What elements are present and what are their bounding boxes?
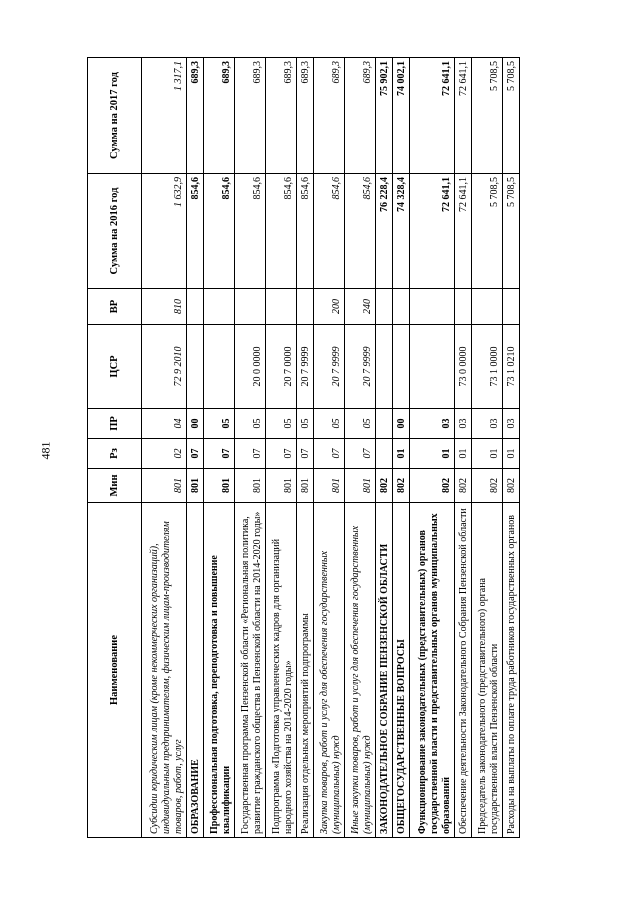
table-row (186, 58, 203, 838)
table-cell (186, 289, 203, 325)
table-cell: Закупка товаров, работ и услуг для обеспечения государственных (муниципальных) нужд (313, 503, 344, 838)
table-row (375, 58, 392, 838)
table-cell (375, 325, 392, 409)
table-cell: 73 1 0210 (502, 325, 519, 409)
table-cell: 72 641,1 (454, 174, 471, 289)
table-cell: 07 (203, 439, 234, 469)
column-header: Сумма на 2017 год (88, 58, 142, 174)
budget-table-container (87, 58, 520, 838)
table-cell: 03 (471, 409, 502, 439)
table-row (471, 58, 502, 838)
table-cell (265, 289, 296, 325)
table-cell: 854,6 (265, 174, 296, 289)
table-cell: 74 002,1 (392, 58, 409, 174)
table-row (234, 58, 265, 838)
table-cell: Расходы на выплаты по оплате труда работников государственных органов (502, 503, 519, 838)
table-cell: 689,3 (186, 58, 203, 174)
budget-table (87, 57, 520, 838)
table-cell: 07 (296, 439, 313, 469)
table-cell: 802 (471, 469, 502, 503)
table-cell: 802 (392, 469, 409, 503)
table-cell: Председатель законодательного (представительного) органа государственной власти Пензенской области (471, 503, 502, 838)
table-cell: 07 (344, 439, 375, 469)
table-cell: ЗАКОНОДАТЕЛЬНОЕ СОБРАНИЕ ПЕНЗЕНСКОЙ ОБЛАСТИ (375, 503, 392, 838)
table-cell: 01 (502, 439, 519, 469)
table-cell: 00 (186, 409, 203, 439)
table-cell: ОБЩЕГОСУДАРСТВЕННЫЕ ВОПРОСЫ (392, 503, 409, 838)
table-cell: 802 (502, 469, 519, 503)
table-cell: 03 (409, 409, 454, 439)
table-cell: Обеспечение деятельности Законодательного Собрания Пензенской области (454, 503, 471, 838)
table-cell: 05 (265, 409, 296, 439)
table-cell: 5 708,5 (502, 174, 519, 289)
table-cell: 810 (142, 289, 187, 325)
table-cell: 03 (502, 409, 519, 439)
table-cell: 689,3 (344, 58, 375, 174)
table-cell (409, 325, 454, 409)
table-cell: 74 328,4 (392, 174, 409, 289)
table-cell (471, 289, 502, 325)
table-row (409, 58, 454, 838)
table-cell: 00 (392, 409, 409, 439)
table-cell: 854,6 (344, 174, 375, 289)
table-cell (296, 289, 313, 325)
table-cell: 5 708,5 (471, 58, 502, 174)
table-row (296, 58, 313, 838)
table-row (502, 58, 519, 838)
table-cell: 801 (203, 469, 234, 503)
table-cell: 200 (313, 289, 344, 325)
table-cell: Иные закупки товаров, работ и услуг для обеспечения государственных (муниципальных) нужд (344, 503, 375, 838)
table-cell: 01 (454, 439, 471, 469)
table-row (142, 58, 187, 838)
table-cell (375, 409, 392, 439)
table-cell: 689,3 (203, 58, 234, 174)
table-cell: 801 (296, 469, 313, 503)
table-cell: 01 (392, 439, 409, 469)
table-cell: Подпрограмма «Подготовка управленческих кадров для организаций народного хозяйства на 2014-2020 годы» (265, 503, 296, 838)
column-header: Мин (88, 469, 142, 503)
table-cell: 07 (234, 439, 265, 469)
column-header: Наименование (88, 503, 142, 838)
table-cell: 802 (454, 469, 471, 503)
column-header: ВР (88, 289, 142, 325)
table-cell: 689,3 (234, 58, 265, 174)
table-cell: 05 (344, 409, 375, 439)
table-cell: 854,6 (186, 174, 203, 289)
table-cell: 240 (344, 289, 375, 325)
table-cell: 20 7 9999 (296, 325, 313, 409)
table-cell: 1 632,9 (142, 174, 187, 289)
table-cell (203, 325, 234, 409)
table-cell: 73 0 0000 (454, 325, 471, 409)
table-row (265, 58, 296, 838)
page-number: 481 (38, 441, 53, 460)
table-cell: Субсидии юридическим лицам (кроме некоммерческих организаций), индивидуальным предпринимателям, физическим лицам-производителям товаров, работ, услуг (142, 503, 187, 838)
table-cell: 854,6 (203, 174, 234, 289)
table-cell: 72 9 2010 (142, 325, 187, 409)
table-cell: 07 (265, 439, 296, 469)
table-cell: 801 (344, 469, 375, 503)
table-cell: 02 (142, 439, 187, 469)
table-cell: 854,6 (234, 174, 265, 289)
table-cell: 801 (186, 469, 203, 503)
column-header: ЦСР (88, 325, 142, 409)
table-cell: 20 7 9999 (313, 325, 344, 409)
table-cell: 1 317,1 (142, 58, 187, 174)
table-cell (186, 325, 203, 409)
table-cell: Реализация отдельных мероприятий подпрограммы (296, 503, 313, 838)
table-cell: 20 7 9999 (344, 325, 375, 409)
table-row (392, 58, 409, 838)
column-header: Сумма на 2016 год (88, 174, 142, 289)
table-row (203, 58, 234, 838)
table-cell (375, 289, 392, 325)
table-cell (392, 289, 409, 325)
table-cell: ОБРАЗОВАНИЕ (186, 503, 203, 838)
table-cell: 72 641,1 (409, 174, 454, 289)
table-cell (234, 289, 265, 325)
table-cell: 05 (313, 409, 344, 439)
table-cell: 689,3 (265, 58, 296, 174)
table-cell: Государственная программа Пензенской области «Региональная политика, развитие гражданского общества в Пензенской области на 2014-2020 годы» (234, 503, 265, 838)
table-cell: 05 (234, 409, 265, 439)
table-cell: 5 708,5 (502, 58, 519, 174)
table-cell: 01 (409, 439, 454, 469)
table-row (313, 58, 344, 838)
table-cell: 75 902,1 (375, 58, 392, 174)
table-cell: 01 (471, 439, 502, 469)
table-cell: 854,6 (296, 174, 313, 289)
table-cell: 5 708,5 (471, 174, 502, 289)
table-cell (375, 439, 392, 469)
table-cell: 05 (296, 409, 313, 439)
table-cell: 03 (454, 409, 471, 439)
table-cell: 07 (313, 439, 344, 469)
table-cell: 05 (203, 409, 234, 439)
table-row (344, 58, 375, 838)
table-cell: 72 641,1 (409, 58, 454, 174)
table-cell (502, 289, 519, 325)
column-header: ПР (88, 409, 142, 439)
table-cell: 73 1 0000 (471, 325, 502, 409)
table-header-row (88, 58, 142, 838)
table-cell: 801 (265, 469, 296, 503)
table-cell: 76 228,4 (375, 174, 392, 289)
table-cell: 854,6 (313, 174, 344, 289)
table-cell: 689,3 (296, 58, 313, 174)
table-cell: 801 (313, 469, 344, 503)
table-cell: 802 (375, 469, 392, 503)
table-cell: 801 (234, 469, 265, 503)
table-cell (392, 325, 409, 409)
table-cell: Функционирование законодательных (представительных) органов государственной власти и представительных органов муниципальных образований (409, 503, 454, 838)
table-cell: 20 7 0000 (265, 325, 296, 409)
table-cell: 689,3 (313, 58, 344, 174)
table-cell: 20 0 0000 (234, 325, 265, 409)
table-cell (409, 289, 454, 325)
table-cell (203, 289, 234, 325)
table-cell: 07 (186, 439, 203, 469)
column-header: Рз (88, 439, 142, 469)
table-cell: 72 641,1 (454, 58, 471, 174)
table-cell: Профессиональная подготовка, переподготовка и повышение квалификации (203, 503, 234, 838)
table-cell: 04 (142, 409, 187, 439)
table-cell (454, 289, 471, 325)
table-cell: 801 (142, 469, 187, 503)
table-cell: 802 (409, 469, 454, 503)
table-row (454, 58, 471, 838)
